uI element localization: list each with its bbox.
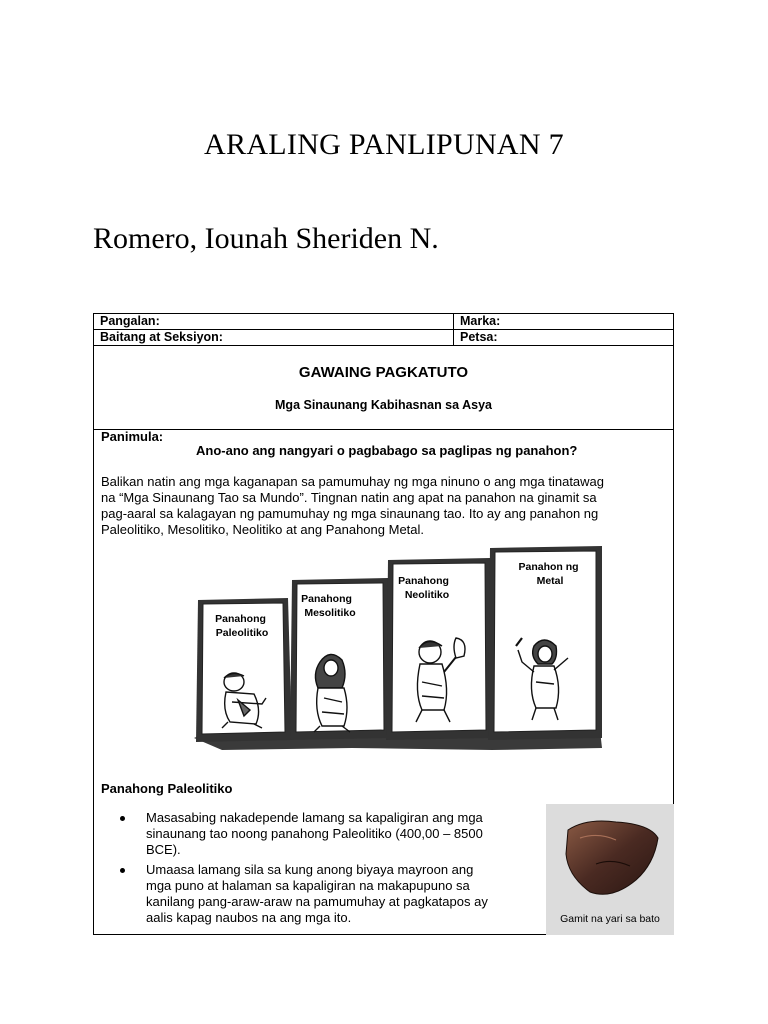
name-label: Pangalan: (100, 314, 160, 328)
stone-tool-image (546, 804, 674, 904)
period-label-neolitiko: Panahong Neolitiko (398, 575, 450, 601)
paleolithic-heading: Panahong Paleolitiko (101, 781, 233, 796)
intro-paragraph (101, 474, 661, 538)
bullet-line: sinaunang tao noong panahong Paleolitiko (400,00 – 8500 (146, 826, 483, 841)
list-item (118, 862, 538, 926)
activity-header (94, 346, 673, 430)
paragraph-line: Paleolitiko, Mesolitiko, Neolitiko at ang Panahong Metal. (101, 522, 425, 537)
intro-question: Ano-ano ang nangyari o pagbabago sa paglipas ng panahon? (196, 443, 578, 458)
tablet-metal (488, 546, 602, 740)
tablet-neolitiko (386, 558, 492, 740)
info-row-name (94, 314, 673, 330)
info-row-section (94, 330, 673, 346)
student-name: Romero, Iounah Sheriden N. (93, 222, 439, 255)
period-label-paleolitiko: Panahong Paleolitiko (215, 613, 269, 639)
tablet-mesolitiko (290, 578, 390, 740)
grade-section-label: Baitang at Seksiyon: (100, 330, 223, 344)
bullet-line: aalis kapag naubos na ang mga ito. (146, 910, 352, 925)
column-divider (453, 314, 454, 329)
list-item (118, 810, 538, 858)
column-divider (453, 330, 454, 345)
intro-label: Panimula: (101, 429, 164, 444)
activity-subtitle: Mga Sinaunang Kabihasnan sa Asya (275, 398, 492, 412)
bullet-line: Umaasa lamang sila sa kung anong biyaya mayroon ang (146, 862, 474, 877)
stone-tool-caption: Gamit na yari sa bato (560, 913, 660, 925)
bullet-line: BCE). (146, 842, 181, 857)
stone-tool-figure (546, 804, 674, 935)
paragraph-line: Balikan natin ang mga kaganapan sa pamumuhay ng mga ninuno o ang mga tinatawag (101, 474, 605, 489)
paleolithic-bullets (118, 810, 538, 930)
bullet-line: Masasabing nakadepende lamang sa kapaligiran ang mga (146, 810, 483, 825)
period-label-mesolitiko: Panahong Mesolitiko (301, 593, 356, 619)
date-label: Petsa: (460, 330, 498, 344)
document-title: ARALING PANLIPUNAN 7 (204, 128, 564, 161)
period-label-metal: Panahon ng Metal (518, 561, 579, 587)
tablet-paleolitiko (196, 598, 292, 742)
paragraph-line: pag-aaral sa kalagayan ng pamumuhay ng mga sinaunang tao. Ito ay ang panahon ng (101, 506, 599, 521)
bullet-line: mga puno at halaman sa kapaligiran na makapupuno sa (146, 878, 470, 893)
score-label: Marka: (460, 314, 501, 328)
stone-age-periods-illustration (192, 542, 604, 752)
activity-title: GAWAING PAGKATUTO (298, 364, 469, 381)
bullet-line: kanilang pang-araw-araw na pamumuhay at pagkatapos ay (146, 894, 488, 909)
worksheet (93, 313, 674, 935)
paragraph-line: na “Mga Sinaunang Tao sa Mundo”. Tingnan natin ang apat na panahon na ginamit sa (101, 490, 597, 505)
caveman-long-hair-icon (314, 654, 350, 732)
